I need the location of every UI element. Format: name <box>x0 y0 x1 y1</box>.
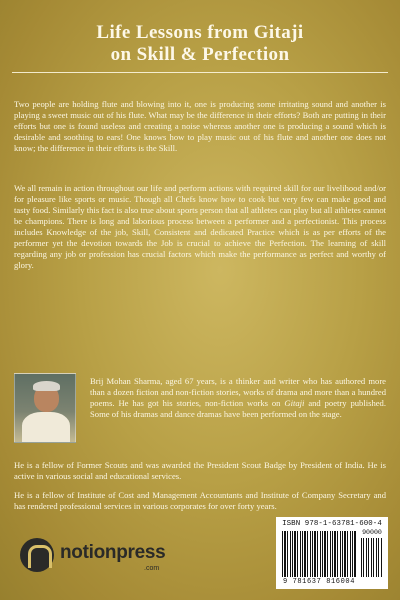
barcode-bars <box>282 531 356 577</box>
title-divider <box>12 72 388 73</box>
author-bio-2: He is a fellow of Former Scouts and was awarded the President Scout Badge by President of India. He is active in various social and educational services. <box>14 460 386 481</box>
bio-italic-title: Gitaji <box>284 398 305 408</box>
title-line-2: on Skill & Perfection <box>110 44 290 65</box>
publisher-logo <box>20 536 210 576</box>
price-code: 90000 <box>362 529 382 536</box>
bio-text-after: and poetry published. Some of his dramas and dance dramas have been performed on the stage. <box>90 398 387 419</box>
bio-text-before: Brij Mohan Sharma, aged 67 years, is a thinker and writer who has authored more than a dozen fiction and non-fiction stories, works of drama and more than a hundred poems. He has got his stories, non-fiction works on <box>90 376 386 408</box>
ean-digits: 9 781637 816004 <box>282 578 355 586</box>
publisher-logo-icon <box>20 538 54 572</box>
isbn-barcode <box>276 517 388 589</box>
author-bio-1 <box>90 376 386 420</box>
title-line-1: Life Lessons from Gitaji <box>96 22 304 43</box>
blurb-paragraph-1: Two people are holding flute and blowing into it, one is producing some irritating sound and another is playing a sweet music out of his flute. What may be the difference in their efforts? Both are putting in their efforts but one is found useless and creating a noise whereas another one is producing a sound which is desirable and soothing to ears! One knows how to play music out of his flute and another one does not know; the difference in their efforts is the Skill. <box>14 99 386 153</box>
isbn-label: ISBN 978-1-63781-600-4 <box>282 520 382 528</box>
addon-barcode-bars <box>361 538 383 577</box>
book-title <box>0 22 400 66</box>
publisher-domain: .com <box>144 565 160 572</box>
publisher-name: notionpress <box>60 542 166 563</box>
author-photo <box>14 373 76 443</box>
blurb-paragraph-2: We all remain in action throughout our life and perform actions with required skill for our livelihood and/or for pleasure like sports or music. Though all Chefs know how to cook but very few can make good and tasty food. Similarly this fact is also true about sports person that all athletes can play but all athletes cannot be champions. There is long and laborious process between a performer and a perfectionist. This process includes Knowledge of the job, Skill, Consistent and dedicated Practice which is as per efforts of the performer yet the devotion towards the Job is crucial to achieve the Perfection. The learning of skill regarding any job or profession has crucial factors which make the performance as perfect and worthy of glory. <box>14 183 386 270</box>
author-bio-3: He is a fellow of Institute of Cost and Management Accountants and Institute of Company Secretary and has rendered professional services in various corporates for over forty years. <box>14 490 386 511</box>
